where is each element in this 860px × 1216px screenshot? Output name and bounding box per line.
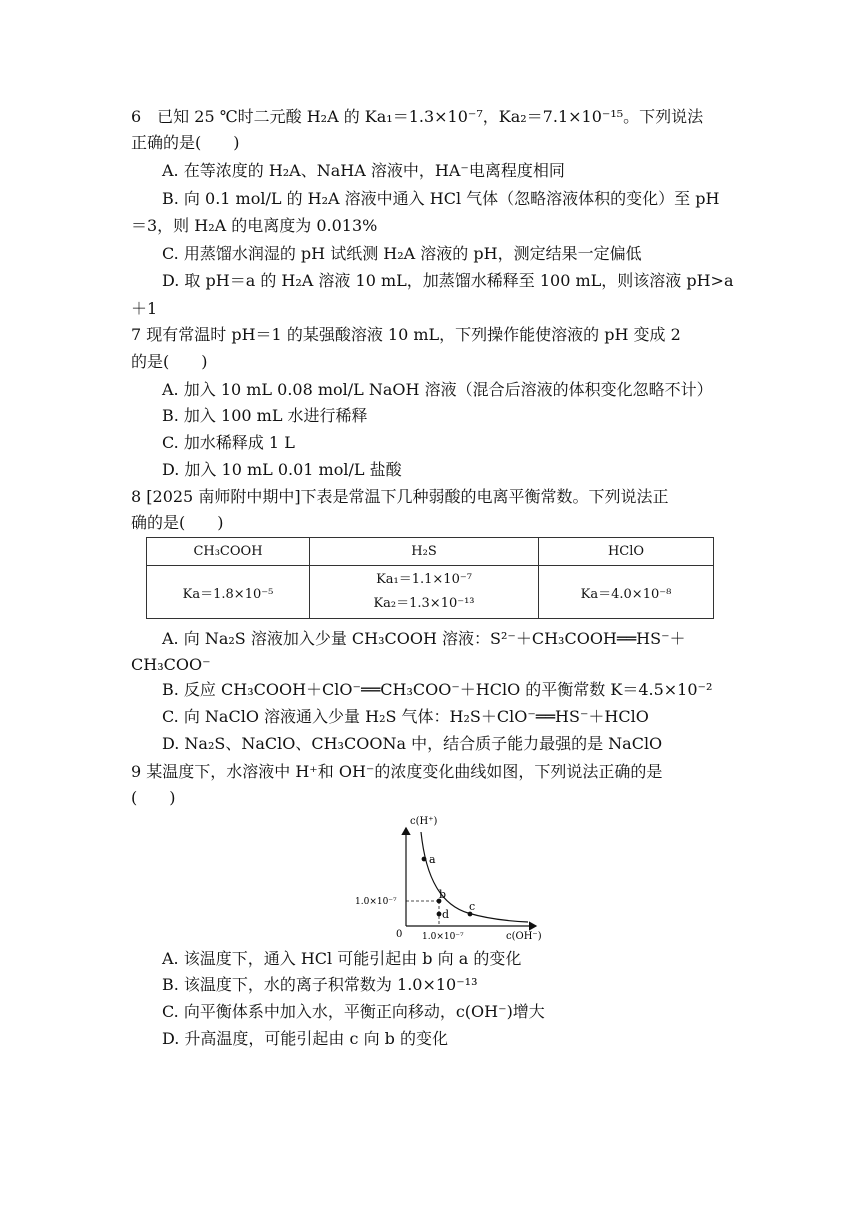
q6-option-a: A. 在等浓度的 H₂A、NaHA 溶液中，HA⁻电离程度相同	[162, 161, 565, 180]
q8-option-c: C. 向 NaClO 溶液通入少量 H₂S 气体：H₂S＋ClO⁻══HS⁻＋HClO	[162, 707, 649, 726]
water-ion-curve-graph	[350, 810, 550, 945]
table-header-hclo: HClO	[539, 538, 714, 566]
q7-option-b: B. 加入 100 mL 水进行稀释	[162, 406, 368, 425]
q9-option-d: D. 升高温度，可能引起由 c 向 b 的变化	[162, 1029, 448, 1048]
q6-option-d-line1: D. 取 pH＝a 的 H₂A 溶液 10 mL，加蒸馏水稀释至 100 mL，则该溶液 pH>a	[162, 271, 734, 290]
q7-stem-line2: 的是( )	[131, 352, 208, 371]
q9-option-c: C. 向平衡体系中加入水，平衡正向移动，c(OH⁻)增大	[162, 1002, 545, 1021]
q6-stem-line1: 6 已知 25 ℃时二元酸 H₂A 的 Ka₁＝1.3×10⁻⁷，Ka₂＝7.1×10⁻¹⁵。下列说法	[131, 107, 704, 126]
point-c-label: c	[469, 900, 476, 913]
q7-stem-line1: 7 现有常温时 pH＝1 的某强酸溶液 10 mL，下列操作能使溶液的 pH 变成 2	[131, 325, 681, 344]
point-d-label: d	[442, 908, 450, 921]
table-header-h2s: H₂S	[310, 538, 539, 566]
table-header-ch3cooh: CH₃COOH	[147, 538, 310, 566]
q9-stem-line1: 9 某温度下，水溶液中 H⁺和 OH⁻的浓度变化曲线如图，下列说法正确的是	[131, 762, 663, 781]
q6-option-c: C. 用蒸馏水润湿的 pH 试纸测 H₂A 溶液的 pH，测定结果一定偏低	[162, 244, 642, 263]
h2s-ka2: Ka₂＝1.3×10⁻¹³	[373, 596, 475, 611]
point-a-label: a	[429, 853, 436, 866]
table-cell-ch3cooh-ka: Ka＝1.8×10⁻⁵	[147, 566, 310, 619]
q8-option-a-line2: CH₃COO⁻	[131, 655, 211, 674]
q7-option-d: D. 加入 10 mL 0.01 mol/L 盐酸	[162, 460, 402, 479]
y-axis-label: c(H⁺)	[410, 816, 438, 827]
q9-stem-line2: ( )	[131, 788, 176, 807]
q6-option-b-line1: B. 向 0.1 mol/L 的 H₂A 溶液中通入 HCl 气体（忽略溶液体积的变化）至 pH	[162, 189, 720, 208]
y-tick-label: 1.0×10⁻⁷	[355, 897, 397, 907]
q8-option-d: D. Na₂S、NaClO、CH₃COONa 中，结合质子能力最强的是 NaClO	[162, 734, 663, 753]
q9-option-a: A. 该温度下，通入 HCl 可能引起由 b 向 a 的变化	[162, 949, 522, 968]
q8-stem-line2: 确的是( )	[131, 513, 224, 532]
table-cell-h2s-ka	[310, 566, 539, 619]
q9-option-b: B. 该温度下，水的离子积常数为 1.0×10⁻¹³	[162, 975, 478, 994]
x-tick-label: 1.0×10⁻⁷	[422, 932, 464, 942]
x-axis-label: c(OH⁻)	[506, 931, 542, 942]
h2s-ka1: Ka₁＝1.1×10⁻⁷	[376, 572, 472, 587]
q8-option-a-line1: A. 向 Na₂S 溶液加入少量 CH₃COOH 溶液：S²⁻＋CH₃COOH══HS⁻＋	[162, 629, 686, 648]
point-d	[437, 912, 442, 917]
table-cell-hclo-ka: Ka＝4.0×10⁻⁸	[539, 566, 714, 619]
origin-label: 0	[396, 929, 403, 940]
q6-option-d-line2: ＋1	[131, 299, 158, 318]
q6-stem-line2: 正确的是( )	[131, 133, 240, 152]
q7-option-a: A. 加入 10 mL 0.08 mol/L NaOH 溶液（混合后溶液的体积变化忽略不计）	[162, 380, 713, 399]
q7-option-c: C. 加水稀释成 1 L	[162, 433, 295, 452]
point-b-label: b	[439, 888, 447, 901]
q6-option-b-line2: ＝3，则 H₂A 的电离度为 0.013%	[131, 216, 378, 235]
ka-table	[146, 537, 714, 619]
q8-option-b: B. 反应 CH₃COOH＋ClO⁻══CH₃COO⁻＋HClO 的平衡常数 K＝4.5×10⁻²	[162, 680, 713, 699]
q8-stem-line1: 8 [2025 南师附中期中]下表是常温下几种弱酸的电离平衡常数。下列说法正	[131, 487, 669, 506]
point-a	[422, 857, 427, 862]
